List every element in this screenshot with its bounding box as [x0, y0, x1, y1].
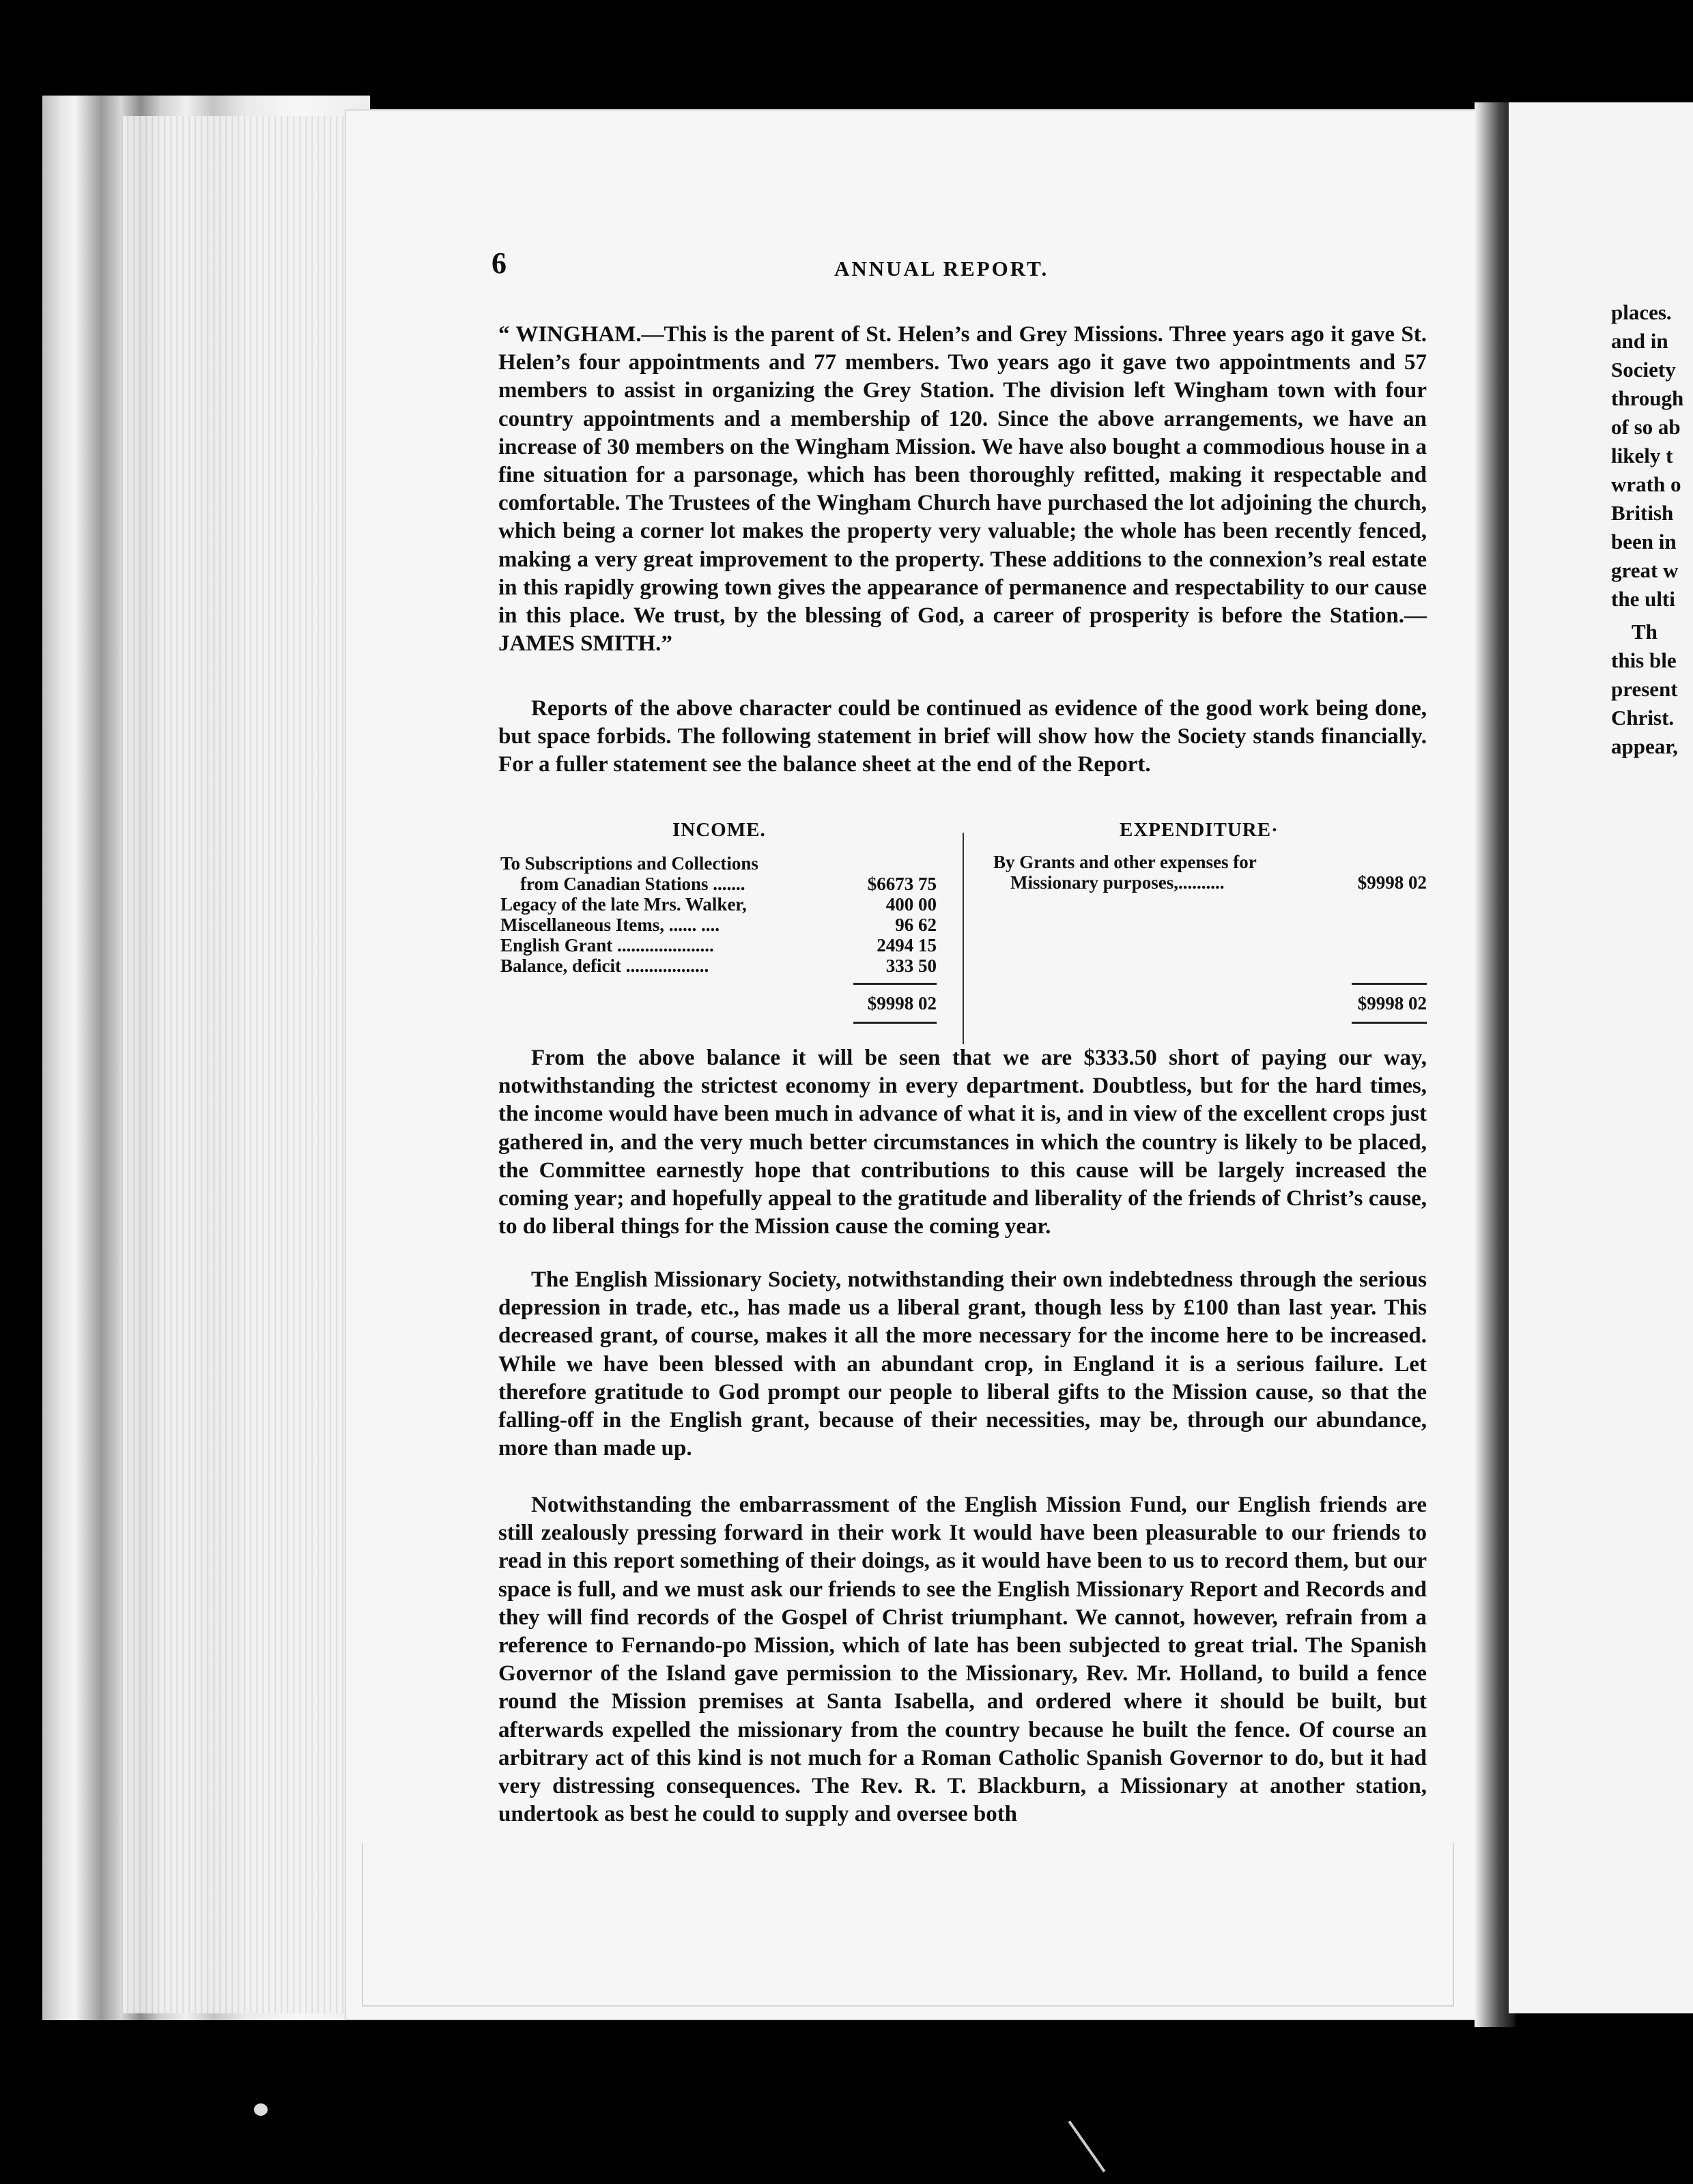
scratch-mark	[1068, 2121, 1106, 2172]
facing-line: wrath o	[1611, 472, 1681, 496]
facing-line: Society	[1611, 358, 1676, 382]
expenditure-total: $9998 02	[1357, 993, 1427, 1014]
facing-line: the ulti	[1611, 587, 1675, 611]
facing-line: through	[1611, 386, 1684, 410]
facing-line: Th	[1632, 620, 1658, 644]
income-total-underline	[853, 1022, 937, 1024]
statement-divider	[963, 833, 964, 1044]
income-heading: INCOME.	[672, 819, 766, 841]
paragraph-english-society: The English Missionary Society, notwithstanding their own indebtedness through the serious depression in trade, etc., has made us a liberal grant, though less by £100 than last year. This decreased grant, of course, makes it all the more necessary for the income here to be increased. While we have been blessed with an abundant crop, in England it is a serious failure. Let therefore gratitude to God prompt our people to liberal gifts to the Mission cause, so that the falling-off in the English grant, because of their necessities, may be, through our abundance, more than made up.	[498, 1267, 1427, 1461]
facing-page	[1509, 102, 1693, 2013]
facing-line: British	[1611, 501, 1674, 525]
income-label: Balance, deficit ..................	[500, 956, 709, 976]
expenditure-label: Missionary purposes,..........	[1010, 872, 1225, 893]
expenditure-label: By Grants and other expenses for	[993, 852, 1257, 872]
facing-line: and in	[1611, 329, 1668, 353]
page-frame-line	[362, 1843, 1454, 2007]
facing-line: this ble	[1611, 648, 1677, 672]
income-total-rule	[853, 983, 937, 985]
expenditure-total-underline	[1352, 1022, 1427, 1024]
income-total: $9998 02	[867, 993, 937, 1014]
running-head: ANNUAL REPORT.	[834, 257, 1049, 281]
income-label: English Grant .....................	[500, 935, 714, 956]
income-amount: 400 00	[885, 894, 937, 915]
income-label: from Canadian Stations .......	[520, 874, 745, 894]
paragraph-fernando-po: Notwithstanding the embarrassment of the English Mission Fund, our English friends are still zealously pressing forward in their work It would have been pleasurable to our friends to read in this report something of their doings, as it would have been to us to record them, but our space is full, and we must ask our friends to see the English Missionary Report and Records and they will find records of the Gospel of Christ triumphant. We cannot, however, refrain from a reference to Fernando-po Mission, which of late has been subjected to great trial. The Spanish Governor of the Island gave permission to the Missionary, Rev. Mr. Holland, to build a fence round the Mission premises at Santa Isabella, and ordered where it should be built, but afterwards expelled the missionary from the country because he built the fence. Of course an arbitrary act of this kind is not much for a Roman Catholic Spanish Governor to do, but it had very distressing consequences. The Rev. R. T. Blackburn, a Missionary at another station, undertook as best he could to supply and oversee both	[498, 1493, 1427, 1827]
page-stack-edges	[123, 116, 348, 2013]
facing-line: been in	[1611, 530, 1677, 554]
income-amount: 2494 15	[877, 935, 937, 956]
dust-speck	[254, 2103, 268, 2116]
facing-line: Christ.	[1611, 706, 1675, 730]
income-label: Miscellaneous Items, ...... ....	[500, 915, 720, 935]
page-number: 6	[492, 246, 507, 280]
paragraph-reports: Reports of the above character could be continued as evidence of the good work being done, but space forbids. The following statement in brief will show how the Society stands financially. For a fuller statement see the balance sheet at the end of the Report.	[498, 696, 1427, 777]
income-amount: 96 62	[895, 915, 937, 935]
income-label: Legacy of the late Mrs. Walker,	[500, 894, 747, 915]
paragraph-wingham: “ WINGHAM.—This is the parent of St. Helen’s and Grey Missions. Three years ago it gave St. Helen’s four appointments and 77 members. Two years ago it gave two appointments and 57 members to assist in organizing the Grey Station. The division left Wingham town with four country appointments and a membership of 120. Since the above arrangements, we have an increase of 30 members on the Wingham Mission. We have also bought a commodious house in a fine situation for a parsonage, which has been thoroughly refitted, making it respectable and comfortable. The Trustees of the Wingham Church have purchased the lot adjoining the church, which being a corner lot makes the property very valuable; the whole has been recently fenced, making a very great improvement to the property. These additions to the connexion’s real estate in this rapidly growing town gives the appearance of permanence and respectability to our cause in this place. We trust, by the blessing of God, a career of prosperity is before the Station.—JAMES SMITH.”	[498, 322, 1427, 657]
expenditure-total-rule	[1352, 983, 1427, 985]
facing-line: great w	[1611, 558, 1679, 582]
facing-line: likely t	[1611, 444, 1673, 468]
facing-line: places.	[1611, 300, 1672, 324]
income-amount: $6673 75	[867, 874, 937, 894]
facing-line: of so ab	[1611, 415, 1681, 439]
facing-line: appear,	[1611, 734, 1678, 758]
paragraph-balance: From the above balance it will be seen that we are $333.50 short of paying our way, notwithstanding the strictest economy in every department. Doubtless, but for the hard times, the income would have been much in advance of what it is, and in view of the excellent crops just gathered in, and the very much better circumstances in which the country is likely to be placed, the Committee earnestly hope that contributions to this cause will be largely increased the coming year; and hopefully appeal to the gratitude and liberality of the friends of Christ’s cause, to do liberal things for the Mission cause the coming year.	[498, 1046, 1427, 1239]
income-amount: 333 50	[885, 956, 937, 976]
income-label: To Subscriptions and Collections	[500, 853, 758, 874]
expenditure-amount: $9998 02	[1357, 872, 1427, 893]
facing-line: present	[1611, 677, 1678, 701]
expenditure-heading: EXPENDITURE·	[1120, 819, 1279, 841]
